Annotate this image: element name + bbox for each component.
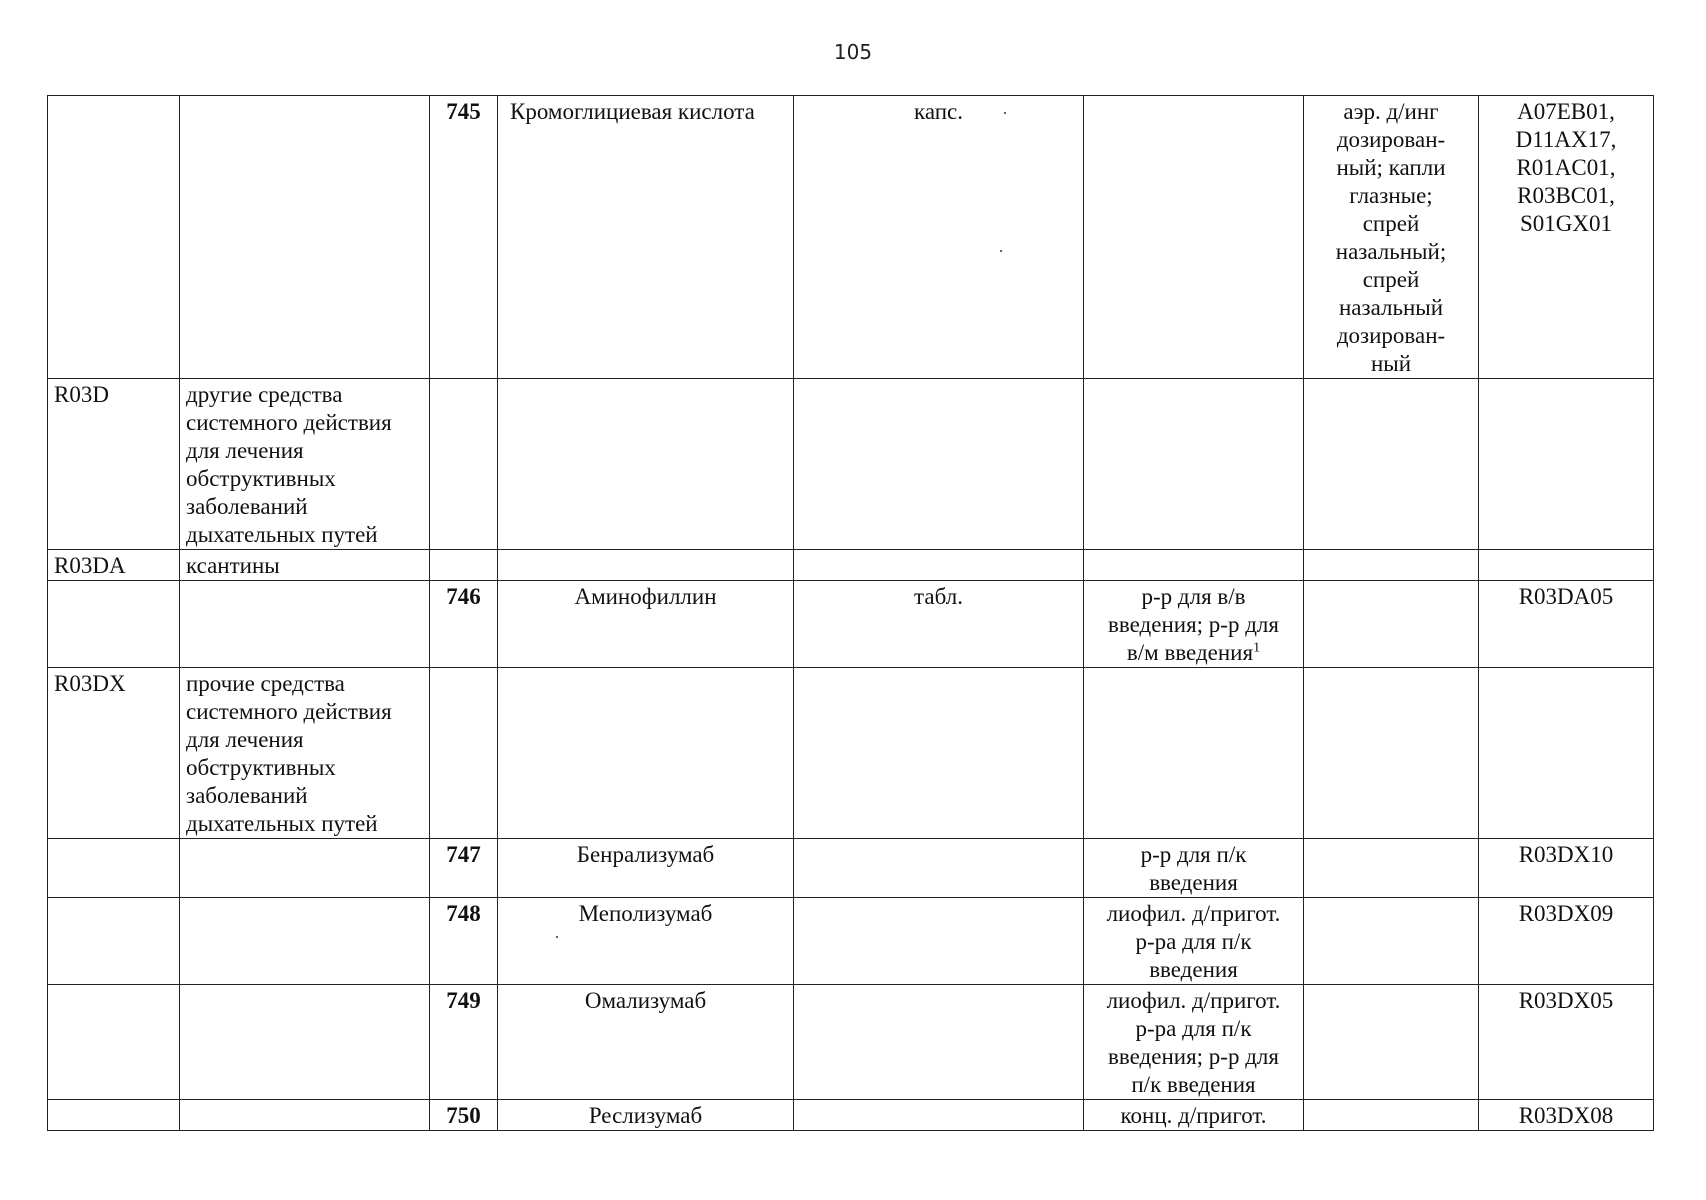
dosage-form-oral <box>794 898 1084 985</box>
atc-group-code: R03DA <box>48 550 180 581</box>
drug-inn: Кромоглициевая кислота <box>498 96 794 379</box>
footnote-marker: 1 <box>1253 640 1261 656</box>
dosage-form-other <box>1304 581 1479 668</box>
dosage-form-oral <box>794 985 1084 1100</box>
dosage-form-injection-text: р-р для в/в введения; р-р для в/м введения <box>1108 584 1279 665</box>
atc-group-code <box>48 898 180 985</box>
drug-number: 749 <box>430 985 498 1100</box>
drug-inn: Аминофиллин <box>498 581 794 668</box>
atc-code <box>1479 550 1654 581</box>
atc-code: R03DX10 <box>1479 839 1654 898</box>
atc-code: R03DX09 <box>1479 898 1654 985</box>
drug-number: 750 <box>430 1100 498 1131</box>
dosage-form-oral <box>794 550 1084 581</box>
drug-number: 745 <box>430 96 498 379</box>
atc-code <box>1479 668 1654 839</box>
table-row <box>48 96 1654 379</box>
dosage-form-injection <box>1084 668 1304 839</box>
dosage-form-injection <box>1084 379 1304 550</box>
drug-number <box>430 668 498 839</box>
dosage-form-other <box>1304 898 1479 985</box>
drug-number: 748 <box>430 898 498 985</box>
drug-inn <box>498 379 794 550</box>
dosage-form-oral <box>794 379 1084 550</box>
atc-code: R03DX08 <box>1479 1100 1654 1131</box>
atc-group-name <box>180 839 430 898</box>
scan-speck <box>1004 112 1006 114</box>
drug-number <box>430 379 498 550</box>
atc-group-code <box>48 1100 180 1131</box>
dosage-form-oral <box>794 1100 1084 1131</box>
page-number: 105 <box>833 40 873 64</box>
table-row <box>48 985 1654 1100</box>
dosage-form-other <box>1304 379 1479 550</box>
dosage-form-oral <box>794 839 1084 898</box>
table-row <box>48 379 1654 550</box>
drug-inn: Реслизумаб <box>498 1100 794 1131</box>
drug-inn <box>498 550 794 581</box>
atc-group-name <box>180 985 430 1100</box>
atc-group-name: другие средства системного действия для лечения обструктивных заболеваний дыхательных путей <box>180 379 430 550</box>
dosage-form-injection: конц. д/пригот. <box>1084 1100 1304 1131</box>
atc-code: A07EB01, D11AX17, R01AC01, R03BC01, S01GX01 <box>1479 96 1654 379</box>
table-row <box>48 550 1654 581</box>
atc-group-name <box>180 898 430 985</box>
table-row <box>48 1100 1654 1131</box>
dosage-form-injection: р-р для п/к введения <box>1084 839 1304 898</box>
dosage-form-injection: лиофил. д/пригот. р-ра для п/к введения; р-р для п/к введения <box>1084 985 1304 1100</box>
dosage-form-oral: табл. <box>794 581 1084 668</box>
atc-code: R03DA05 <box>1479 581 1654 668</box>
table-row <box>48 839 1654 898</box>
dosage-form-other: аэр. д/инг дозирован- ный; капли глазные; спрей назальный; спрей назальный дозирован- ный <box>1304 96 1479 379</box>
atc-group-code: R03DX <box>48 668 180 839</box>
atc-code <box>1479 379 1654 550</box>
drug-number <box>430 550 498 581</box>
dosage-form-oral <box>794 668 1084 839</box>
dosage-form-other <box>1304 985 1479 1100</box>
atc-group-name <box>180 96 430 379</box>
atc-group-name <box>180 1100 430 1131</box>
atc-group-name <box>180 581 430 668</box>
dosage-form-injection <box>1084 581 1304 668</box>
table-row <box>48 581 1654 668</box>
drug-number: 746 <box>430 581 498 668</box>
atc-group-code <box>48 581 180 668</box>
dosage-form-other <box>1304 839 1479 898</box>
dosage-form-other <box>1304 668 1479 839</box>
dosage-form-other <box>1304 550 1479 581</box>
atc-group-code <box>48 985 180 1100</box>
dosage-form-oral: капс. <box>794 96 1084 379</box>
scan-speck <box>556 936 558 938</box>
atc-group-code: R03D <box>48 379 180 550</box>
atc-group-name: ксантины <box>180 550 430 581</box>
scan-speck <box>1000 250 1002 252</box>
drug-inn: Бенрализумаб <box>498 839 794 898</box>
drug-table <box>47 95 1654 1131</box>
table-row <box>48 898 1654 985</box>
dosage-form-injection <box>1084 96 1304 379</box>
atc-group-code <box>48 96 180 379</box>
atc-code: R03DX05 <box>1479 985 1654 1100</box>
atc-group-code <box>48 839 180 898</box>
drug-inn: Меполизумаб <box>498 898 794 985</box>
drug-number: 747 <box>430 839 498 898</box>
dosage-form-injection <box>1084 550 1304 581</box>
dosage-form-injection: лиофил. д/пригот. р-ра для п/к введения <box>1084 898 1304 985</box>
drug-inn: Омализумаб <box>498 985 794 1100</box>
drug-inn <box>498 668 794 839</box>
atc-group-name: прочие средства системного действия для лечения обструктивных заболеваний дыхательных путей <box>180 668 430 839</box>
dosage-form-other <box>1304 1100 1479 1131</box>
table-row <box>48 668 1654 839</box>
